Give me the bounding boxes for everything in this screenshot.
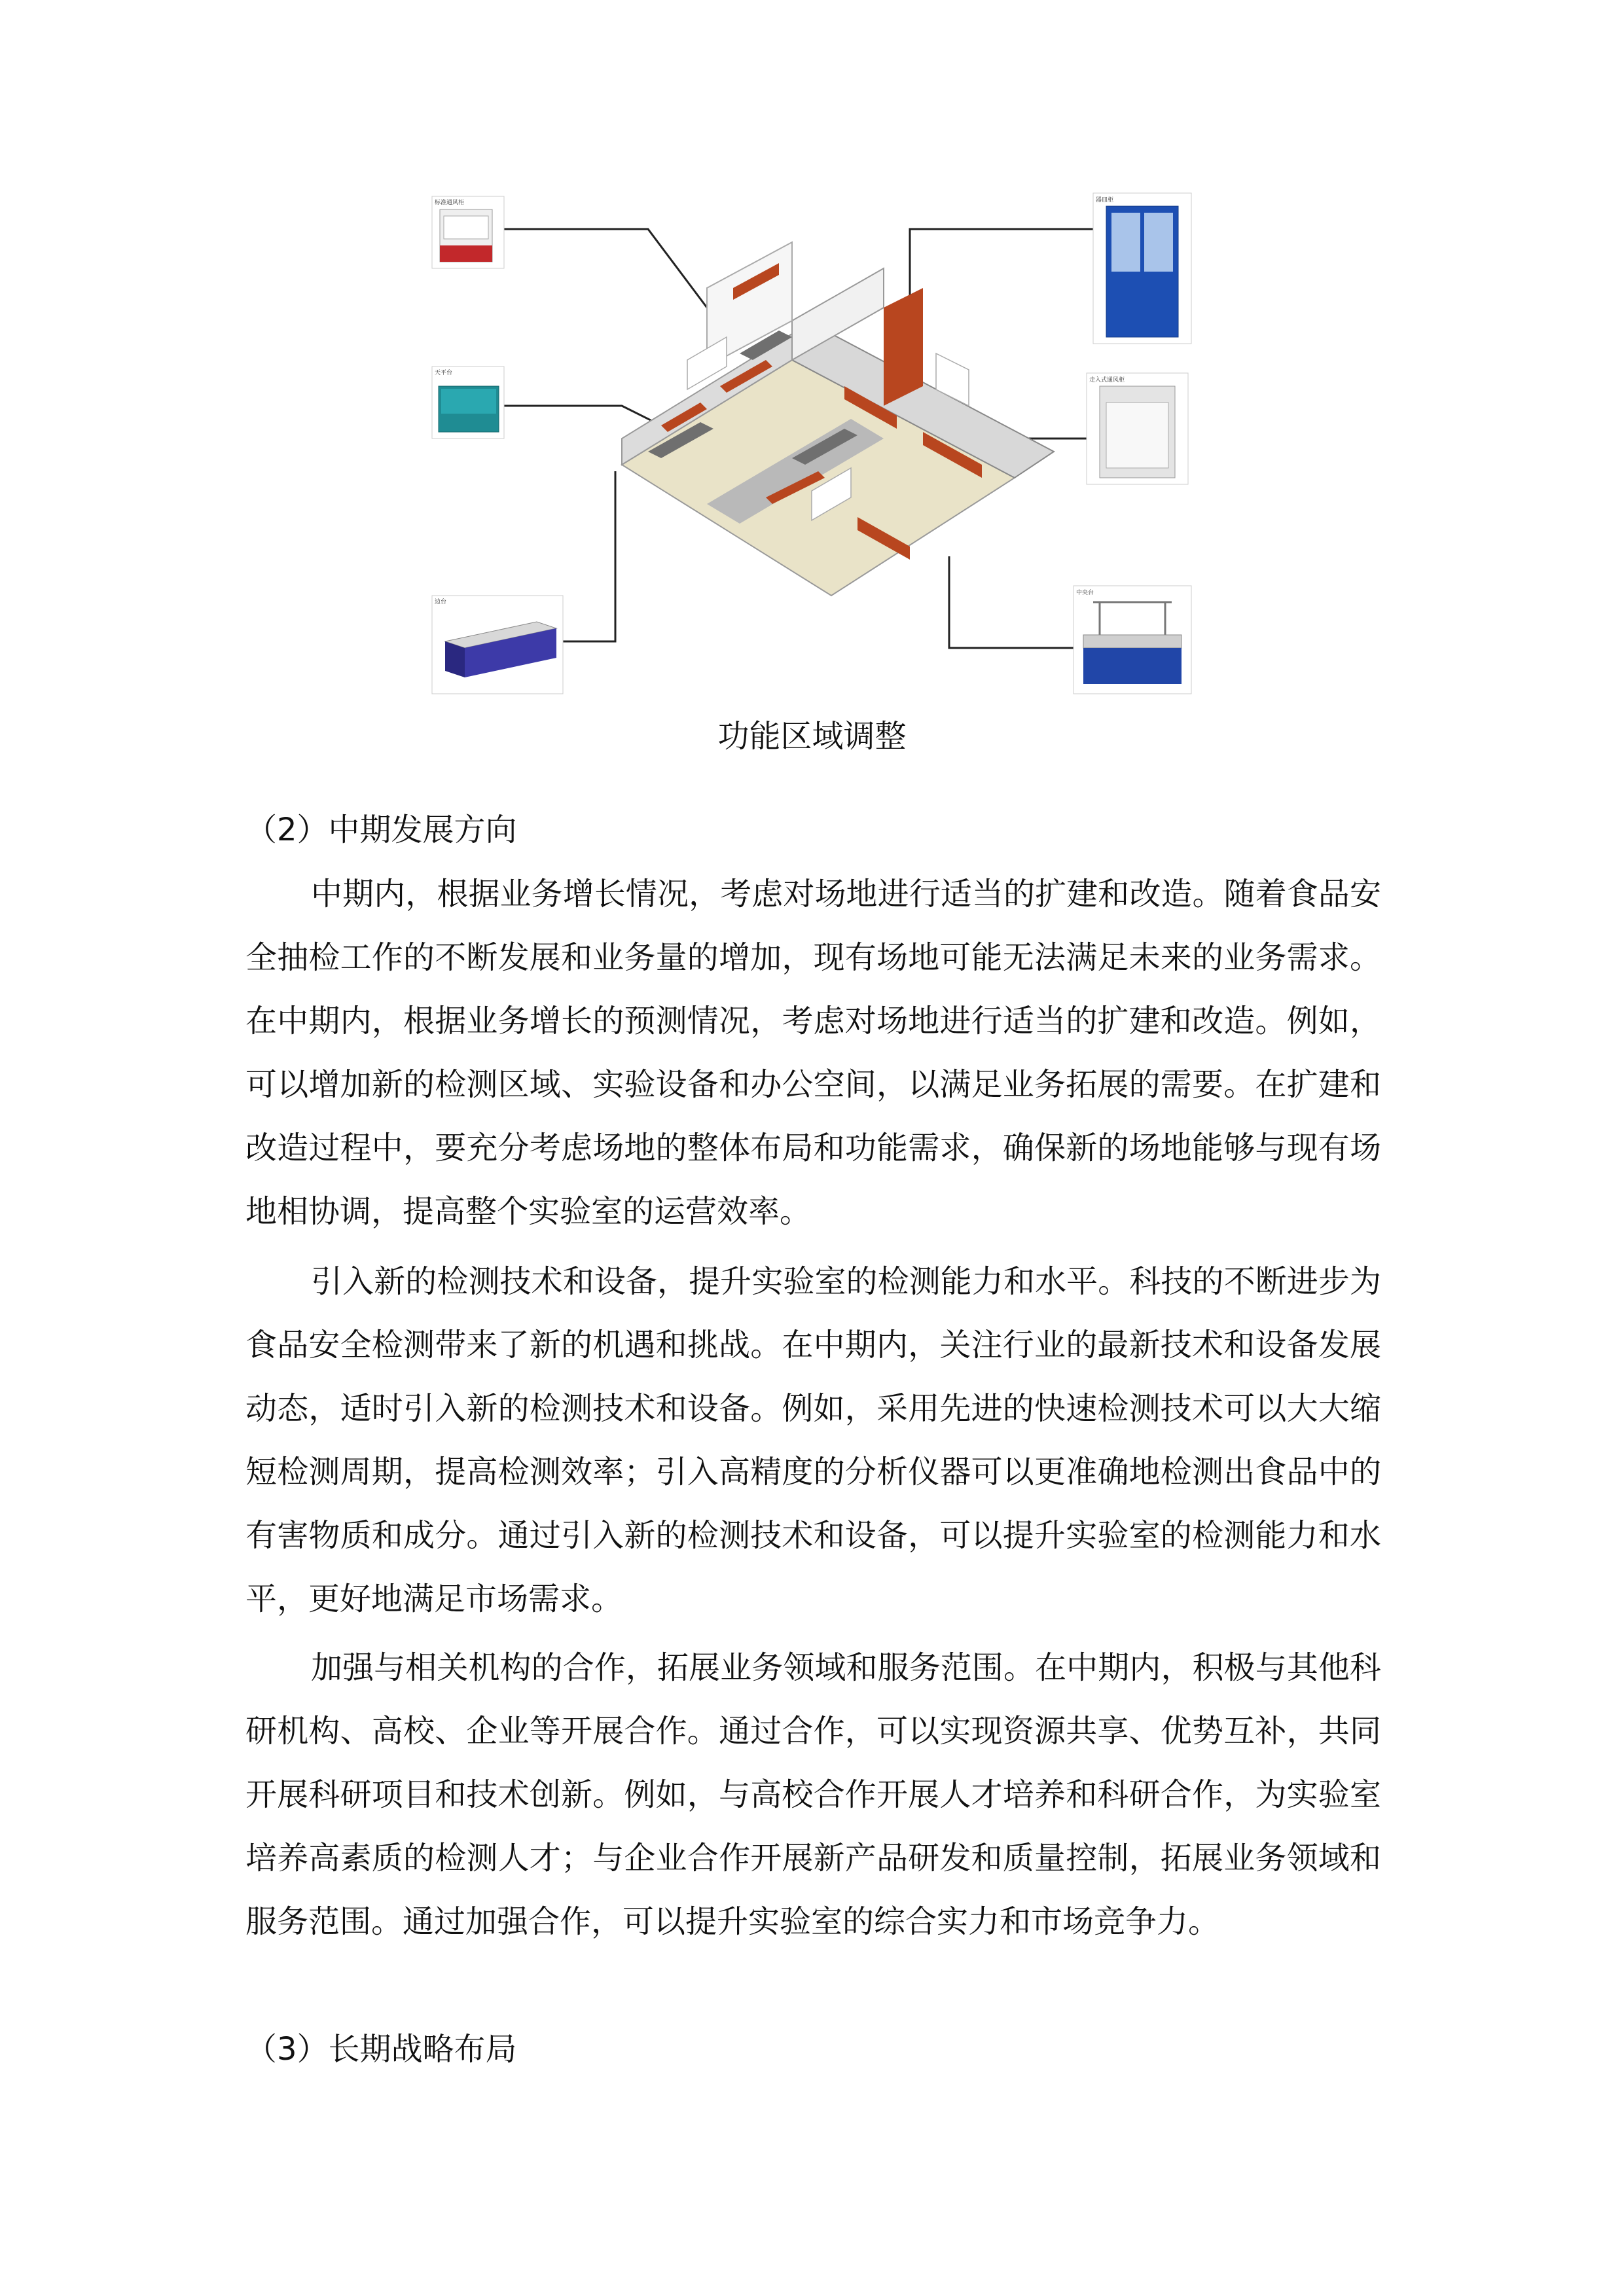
thumb-label-central-bench: 中央台 <box>1076 590 1094 596</box>
thumbnail-central-bench <box>1074 586 1191 694</box>
lab-floor-plan <box>622 242 1054 596</box>
thumbnail-balance-table <box>432 367 504 439</box>
thumb-label-reagent-cabinet: 器皿柜 <box>1096 197 1114 204</box>
thumb-label-fume-hood: 标准通风柜 <box>435 200 465 206</box>
thumb-label-balance-table: 天平台 <box>435 370 453 376</box>
paragraph-1: 中期内，根据业务增长情况，考虑对场地进行适当的扩建和改造。随着食品安全抽检工作的不断发展和业务量的增加，现有场地可能无法满足未来的业务需求。在中期内，根据业务增长的预测情况，考虑对场地进行适当的扩建和改造。例如，可以增加新的检测区域、实验设备和办公空间，以满足业务拓展的需要。在扩建和改造过程中，要充分考虑场地的整体布局和功能需求，确保新的场地能够与现有场地相协调，提高整个实验室的运营效率。 <box>245 876 1381 1230</box>
thumb-label-walk-in-hood: 走入式通风柜 <box>1089 377 1125 384</box>
paragraph-3: 加强与相关机构的合作，拓展业务领域和服务范围。在中期内，积极与其他科研机构、高校、企业等开展合作。通过合作，可以实现资源共享、优势互补，共同开展科研项目和技术创新。例如，与高校合作开展人才培养和科研合作，为实验室培养高素质的检测人才；与企业合作开展新产品研发和质量控制，拓展业务领域和服务范围。通过加强合作，可以提升实验室的综合实力和市场竞争力。 <box>245 1649 1381 1940</box>
section-heading-long-term: （3）长期战略布局 <box>245 2031 517 2068</box>
section-heading-mid-term: （2）中期发展方向 <box>245 812 517 848</box>
lab-layout-figure <box>425 190 1198 713</box>
thumb-label-side-bench: 边台 <box>435 599 447 605</box>
figure-caption: 功能区域调整 <box>717 718 907 755</box>
lab-layout-illustration <box>425 190 1198 713</box>
thumbnail-side-bench <box>432 596 563 694</box>
thumbnail-fume-hood <box>432 196 504 268</box>
thumbnail-reagent-cabinet <box>1093 193 1191 344</box>
paragraph-2: 引入新的检测技术和设备，提升实验室的检测能力和水平。科技的不断进步为食品安全检测带来了新的机遇和挑战。在中期内，关注行业的最新技术和设备发展动态，适时引入新的检测技术和设备。例如，采用先进的快速检测技术可以大大缩短检测周期，提高检测效率；引入高精度的分析仪器可以更准确地检测出食品中的有害物质和成分。通过引入新的检测技术和设备，可以提升实验室的检测能力和水平，更好地满足市场需求。 <box>245 1263 1381 1617</box>
thumbnail-walk-in-hood <box>1087 373 1188 484</box>
